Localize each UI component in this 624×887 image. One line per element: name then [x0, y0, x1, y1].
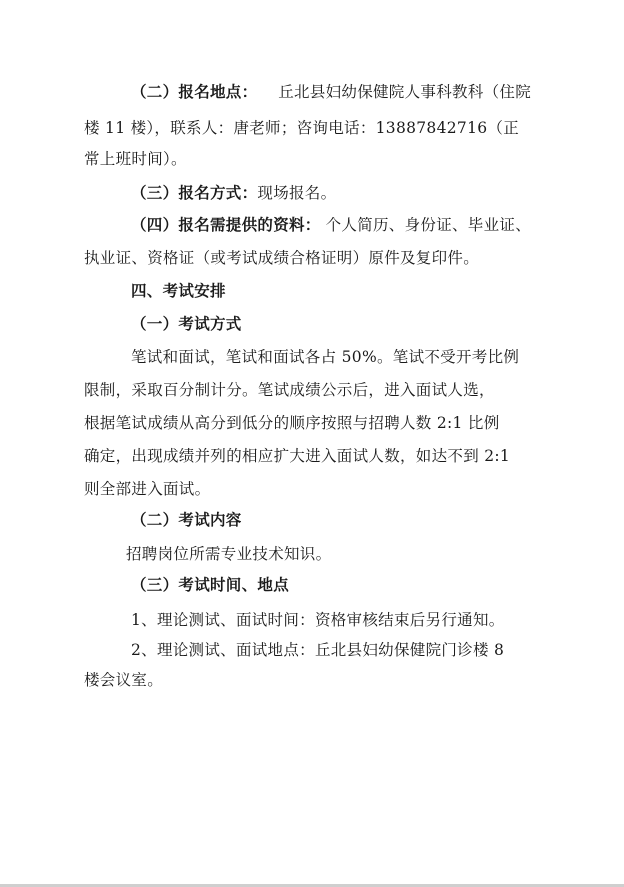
materials-line-2: 执业证、资格证（或考试成绩合格证明）原件及复印件。 [84, 249, 480, 267]
registration-method-text: 现场报名。 [257, 184, 337, 202]
materials-line-1 [131, 215, 531, 235]
registration-location-text-1: 丘北县妇幼保健院人事科教科（住院 [278, 83, 531, 101]
exam-content-heading: （二）考试内容 [131, 510, 242, 529]
registration-method-label: （三）报名方式： [131, 183, 258, 202]
registration-location-line-1 [131, 82, 531, 102]
registration-location-line-2: 楼 11 楼），联系人：唐老师；咨询电话：13887842716（正 [84, 119, 520, 137]
exam-location-item-line-1: 2、理论测试、面试地点：丘北县妇幼保健院门诊楼 8 [131, 641, 505, 659]
exam-method-heading: （一）考试方式 [131, 314, 242, 333]
materials-label: （四）报名需提供的资料： [131, 215, 321, 234]
registration-location-line-3: 常上班时间）。 [84, 150, 187, 168]
exam-arrangement-heading: 四、考试安排 [131, 281, 226, 300]
registration-method-line [131, 183, 336, 203]
exam-method-line-3: 根据笔试成绩从高分到低分的顺序按照与招聘人数 2:1 比例 [84, 414, 500, 432]
exam-method-line-4: 确定，出现成绩并列的相应扩大进入面试人数，如达不到 2:1 [84, 447, 511, 465]
exam-method-line-2: 限制，采取百分制计分。笔试成绩公示后，进入面试人选， [84, 381, 495, 399]
exam-content-text: 招聘岗位所需专业技术知识。 [126, 545, 332, 563]
exam-location-item-line-2: 楼会议室。 [84, 671, 164, 689]
registration-location-label: （二）报名地点： [131, 82, 258, 101]
exam-method-line-1: 笔试和面试，笔试和面试各占 50%。笔试不受开考比例 [131, 348, 520, 366]
materials-text-1: 个人简历、身份证、毕业证、 [325, 216, 531, 234]
exam-time-item-1: 1、理论测试、面试时间：资格审核结束后另行通知。 [131, 611, 505, 629]
exam-method-line-5: 则全部进入面试。 [84, 480, 211, 498]
exam-time-heading: （三）考试时间、地点 [131, 575, 290, 594]
